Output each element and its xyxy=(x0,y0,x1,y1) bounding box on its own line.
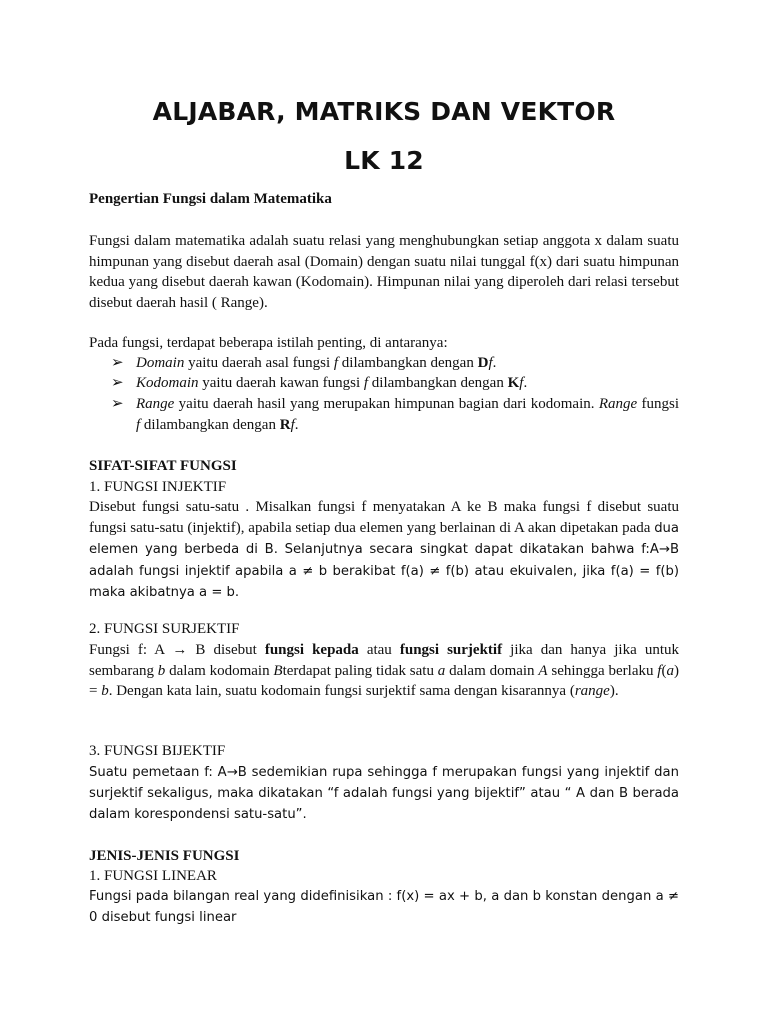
symbol-f: f xyxy=(488,355,493,371)
symbol-D: D xyxy=(477,355,489,371)
symbol-R: R xyxy=(279,416,291,433)
paragraph-intro: Pada fungsi, terdapat beberapa istilah penting, di antaranya: xyxy=(89,335,448,351)
bullet-arrow-icon: ➢ xyxy=(111,355,124,371)
paragraph-text: ). xyxy=(609,683,619,700)
symbol-A: A xyxy=(538,662,548,679)
list-item-range xyxy=(112,394,679,435)
symbol-K: K xyxy=(507,375,520,391)
symbol-f: f xyxy=(363,375,369,391)
list-text: yaitu daerah kawan fungsi xyxy=(198,375,364,391)
symbol-a: a xyxy=(666,662,674,679)
term-domain: Domain xyxy=(136,355,185,371)
paragraph-text: dua elemen yang berbeda di B. Selanjutnya secara singkat dapat dikatakan bahwa f:A→B adalah fungsi injektif apabila a ≠ b berakibat f(a) ≠ f(b) atau ekuivalen, jika f(a) = f(b) maka akibatnya a = b. xyxy=(89,520,679,601)
document-title: ALJABAR, MATRIKS DAN VEKTOR xyxy=(152,97,616,126)
subheading-injektif: 1. FUNGSI INJEKTIF xyxy=(89,479,227,495)
paragraph-text: . Dengan kata lain, suatu kodomain fungsi surjektif sama dengan kisarannya ( xyxy=(108,683,575,700)
subheading-linear: 1. FUNGSI LINEAR xyxy=(89,868,217,884)
bullet-arrow-icon: ➢ xyxy=(111,375,124,391)
paragraph-text: Fungsi f: A → B disebut xyxy=(89,642,265,658)
section-heading-jenis: JENIS-JENIS FUNGSI xyxy=(89,848,240,864)
section-heading-pengertian: Pengertian Fungsi dalam Matematika xyxy=(89,191,332,207)
symbol-f: f xyxy=(290,416,295,433)
paragraph-text: ) = xyxy=(89,662,679,700)
list-text: . xyxy=(294,416,299,433)
section-heading-sifat: SIFAT-SIFAT FUNGSI xyxy=(89,458,237,474)
list-item-kodomain xyxy=(112,373,679,394)
paragraph-text: Disebut fungsi satu-satu . Misalkan fungsi f menyatakan A ke B maka fungsi f disebut suatu fungsi satu-satu (injektif), apabila setiap dua elemen yang berlainan di A akan dipetakan pada xyxy=(89,499,679,536)
symbol-a: a xyxy=(437,662,446,679)
symbol-f: f xyxy=(333,355,339,371)
symbol-B: B xyxy=(273,662,283,679)
paragraph-surjektif xyxy=(89,640,679,702)
list-text: . xyxy=(492,355,497,371)
paragraph-text: atau xyxy=(358,642,400,658)
term-fungsi-surjektif: fungsi surjektif xyxy=(399,642,503,658)
list-text: yaitu daerah asal fungsi xyxy=(184,355,334,371)
subheading-bijektif: 3. FUNGSI BIJEKTIF xyxy=(89,743,226,759)
paragraph-linear: Fungsi pada bilangan real yang didefinisikan : f(x) = ax + b, a dan b konstan dengan a ≠ 0 disebut fungsi linear xyxy=(89,889,679,925)
list-text: fungsi xyxy=(637,396,680,412)
list-text: dilambangkan dengan xyxy=(368,375,508,391)
symbol-f: f xyxy=(519,375,524,391)
term-range: range xyxy=(574,683,610,700)
symbol-f: f xyxy=(657,662,662,679)
paragraph-bijektif: Suatu pemetaan f: A→B sedemikian rupa sehingga f merupakan fungsi yang injektif dan surjektif sekaligus, maka dikatakan “f adalah fungsi yang bijektif” atau “ A dan B berada dalam korespondensi satu-satu”. xyxy=(89,765,679,822)
term-range: Range xyxy=(136,396,175,412)
paragraph-text: terdapat paling tidak satu xyxy=(282,662,438,679)
term-range: Range xyxy=(598,396,638,412)
symbol-f: f xyxy=(136,416,141,433)
paragraph-text: dalam domain xyxy=(445,662,539,679)
subheading-surjektif: 2. FUNGSI SURJEKTIF xyxy=(89,621,240,637)
list-text: yaitu daerah hasil yang merupakan himpunan bagian dari kodomain. xyxy=(174,396,599,412)
paragraph-text: sehingga berlaku xyxy=(547,662,658,679)
term-kodomain: Kodomain xyxy=(136,375,199,391)
list-text: dilambangkan dengan xyxy=(140,416,280,433)
bullet-arrow-icon: ➢ xyxy=(111,396,124,412)
symbol-b: b xyxy=(157,662,166,679)
paragraph-text: ( xyxy=(661,662,667,679)
document-subtitle: LK 12 xyxy=(344,146,424,175)
paragraph-text: dalam kodomain xyxy=(165,662,274,679)
paragraph-injektif xyxy=(89,497,679,604)
symbol-b: b xyxy=(101,683,109,700)
term-fungsi-kepada: fungsi kepada xyxy=(264,642,359,658)
list-text: dilambangkan dengan xyxy=(338,355,478,371)
list-text: . xyxy=(523,375,528,391)
paragraph-text: jika dan hanya jika untuk sembarang xyxy=(89,642,679,679)
paragraph-definition: Fungsi dalam matematika adalah suatu relasi yang menghubungkan setiap anggota x dalam suatu himpunan yang disebut daerah asal (Domain) dengan suatu nilai tunggal f(x) dari suatu himpunan kedua yang disebut daerah kawan (Kodomain). Himpunan nilai yang diperoleh dari relasi tersebut disebut daerah hasil ( Range). xyxy=(89,233,679,311)
list-item-domain xyxy=(112,353,679,374)
